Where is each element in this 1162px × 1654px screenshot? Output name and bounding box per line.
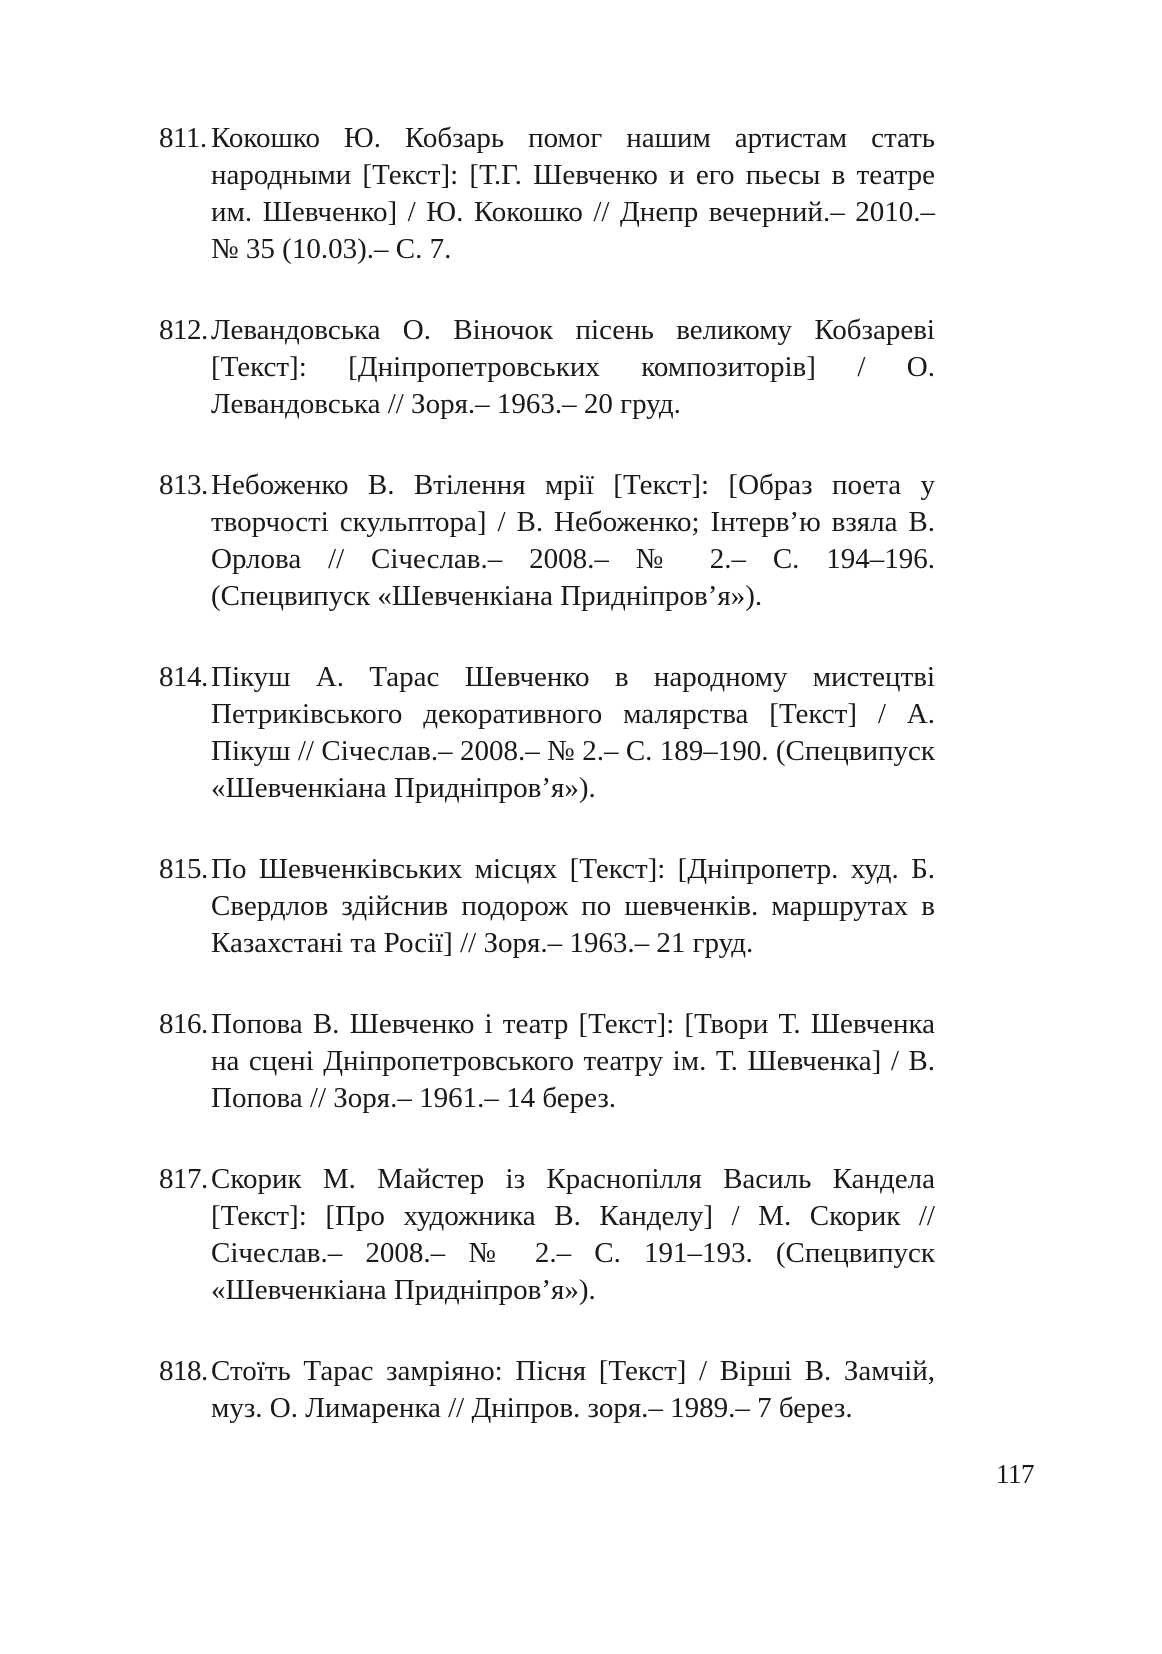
entry-text: Кокошко Ю. Кобзарь помог нашим артистам стать народными [Текст]: [Т.Г. Шевченко и его пьесы в театре им. Шевченко] / Ю. Кокошко // Днепр вечерний.– 2010.– № 35 (10.03).– С. 7.: [211, 122, 935, 265]
bibliography-list: [159, 120, 935, 1471]
bibliography-entry-812: [159, 312, 935, 423]
entry-text: Небоженко В. Втілення мрії [Текст]: [Образ поета у творчості скульптора] / В. Небоженко; Інтерв’ю взяла В. Орлова // Січеслав.– 2008.– № 2.– С. 194–196. (Спецвипуск «Шевченкіана Придніпров’я»).: [211, 469, 935, 612]
entry-number: 816.: [159, 1008, 208, 1040]
bibliography-entry-816: [159, 1006, 935, 1117]
bibliography-entry-815: [159, 851, 935, 962]
entry-text: По Шевченківських місцях [Текст]: [Дніпропетр. худ. Б. Свердлов здійснив подорож по шевченків. маршрутах в Казахстані та Росії] // Зоря.– 1963.– 21 груд.: [211, 853, 935, 959]
entry-number: 815.: [159, 853, 208, 885]
entry-number: 813.: [159, 469, 208, 501]
entry-number: 814.: [159, 661, 208, 693]
entry-text: Попова В. Шевченко і театр [Текст]: [Твори Т. Шевченка на сцені Дніпропетровського театру ім. Т. Шевченка] / В. Попова // Зоря.– 1961.– 14 берез.: [211, 1008, 935, 1114]
entry-text: Пікуш А. Тарас Шевченко в народному мистецтві Петриківського декоративного малярства [Текст] / А. Пікуш // Січеслав.– 2008.– № 2.– С. 189–190. (Спецвипуск «Шевченкіана Придніпров’я»).: [211, 661, 935, 804]
entry-number: 818.: [159, 1355, 208, 1387]
bibliography-entry-817: [159, 1161, 935, 1309]
entry-text: Левандовська О. Віночок пісень великому Кобзареві [Текст]: [Дніпропетровських композиторів] / О. Левандовська // Зоря.– 1963.– 20 груд.: [211, 314, 935, 420]
bibliography-entry-814: [159, 659, 935, 807]
bibliography-entry-813: [159, 467, 935, 615]
entry-text: Скорик М. Майстер із Краснопілля Василь Кандела [Текст]: [Про художника В. Канделу] / М. Скорик // Січеслав.– 2008.– № 2.– С. 191–193. (Спецвипуск «Шевченкіана Придніпров’я»).: [211, 1163, 935, 1306]
entry-number: 817.: [159, 1163, 208, 1195]
bibliography-entry-818: [159, 1353, 935, 1427]
page-number: 117: [996, 1459, 1034, 1489]
entry-number: 811.: [159, 122, 207, 154]
entry-text: Стоїть Тарас замріяно: Пісня [Текст] / Вірші В. Замчій, муз. О. Лимаренка // Дніпров. зоря.– 1989.– 7 берез.: [211, 1355, 935, 1424]
entry-number: 812.: [159, 314, 208, 346]
bibliography-entry-811: [159, 120, 935, 268]
